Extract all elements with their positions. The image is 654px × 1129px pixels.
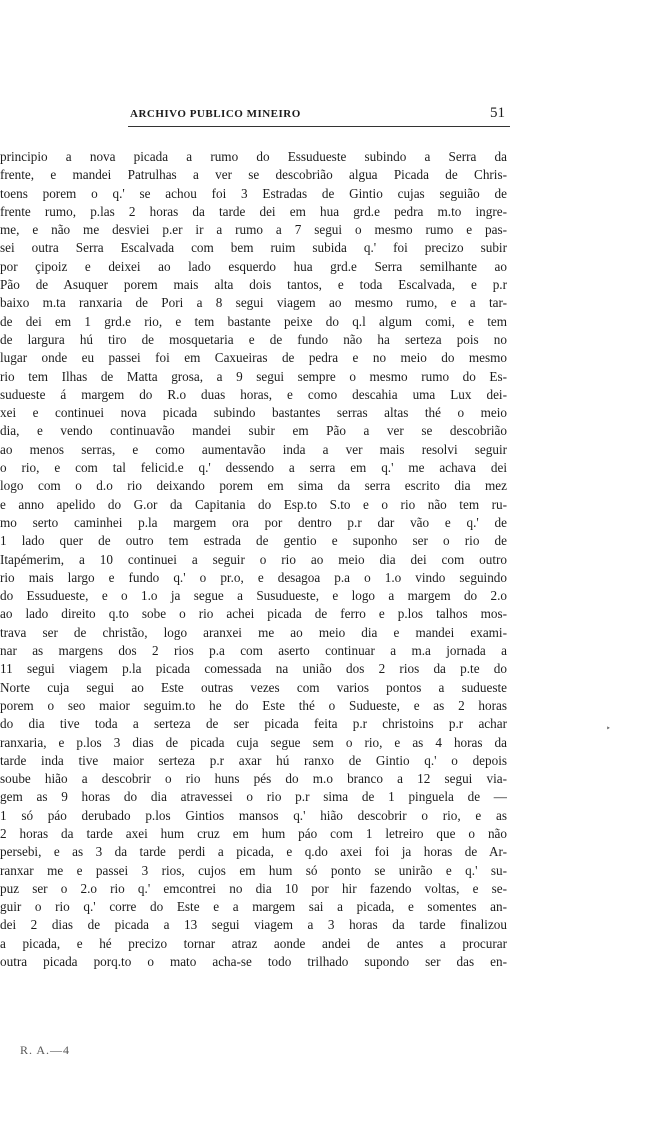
text-line: principio a nova picada a rumo do Essudueste subindo a Serra da	[0, 149, 507, 164]
text-line: toens porem o q.' se achou foi 3 Estradas de Gintio cujas seguião de	[0, 185, 507, 201]
text-line: outra picada porq.to o mato acha-se todo trilhado supondo ser das en-	[0, 954, 507, 970]
text-line: sei outra Serra Escalvada com bem ruim subida q.' foi precizo subir	[0, 240, 507, 256]
text-line: me, e não me desviei p.er ir a rumo a 7 segui o mesmo rumo e pas-	[0, 222, 507, 238]
text-line: logo com o d.o rio deixando porem em sima da serra escrito dia mez	[0, 478, 507, 494]
page-number: 51	[490, 105, 505, 121]
text-line: frente rumo, p.las 2 horas da tarde dei em hua grd.e pedra m.to ingre-	[0, 203, 507, 219]
printer-signature: R. A.—4	[20, 1043, 71, 1057]
text-line: ao lado direito q.to sobe o rio achei picada de ferro e p.los talhos mos-	[0, 606, 507, 622]
text-line: de dei em 1 grd.e rio, e tem bastante peixe do q.l algum comi, e tem	[0, 313, 507, 329]
text-line: 1 só páo derubado p.los Gintios mansos q.' hião descobrir o rio, e as	[0, 807, 507, 823]
text-line: 1 lado quer de outro tem estrada de gentio e suponho ser o rio de	[0, 533, 507, 549]
text-line: ranxaria, e p.los 3 dias de picada cuja segue sem o rio, e as 4 horas da	[0, 734, 507, 750]
text-line: sudueste á margem do R.o duas horas, e como descahia uma Lux dei-	[0, 386, 507, 402]
text-line: 2 horas da tarde axei hum cruz em hum páo com 1 letreiro que o não	[0, 825, 507, 841]
text-line: a picada, e hé precizo tornar atraz aonde andei de antes a procurar	[0, 935, 507, 951]
text-line: ranxar me e passei 3 rios, cujos em hum só ponto se unirão e q.' su-	[0, 862, 507, 878]
text-line: soube hião a descobrir o rio huns pés do m.o branco a 12 segui via-	[0, 771, 507, 787]
text-line: do dia tive toda a serteza de ser picada feita p.r christoins p.r achar	[0, 716, 507, 732]
text-line: rio tem Ilhas de Matta grosa, a 9 segui sempre o mesmo rumo do Es-	[0, 368, 507, 384]
text-line: rio mais largo e fundo q.' o pr.o, e desagoa p.a o 1.o vindo seguindo	[0, 569, 507, 585]
text-line: baixo m.ta ranxaria de Pori a 8 segui viagem ao mesmo rumo, e a tar-	[0, 295, 507, 311]
text-line: puz ser o 2.o rio q.' emcontrei no dia 10 por hir fazendo voltas, e se-	[0, 880, 507, 896]
text-line: 11 segui viagem p.la picada comessada na união dos 2 rios da p.te do	[0, 661, 507, 677]
text-line: de largura hú tiro de mosquetaria e de fundo não ha serteza pois no	[0, 331, 507, 347]
text-line: por çipoiz e deixei ao lado esquerdo hua grd.e Serra semilhante ao	[0, 258, 507, 274]
text-line: xei e continuei nova picada subindo bastantes serras altas thé o meio	[0, 405, 507, 421]
text-line: lugar onde eu passei foi em Caxueiras de pedra e no meio do mesmo	[0, 350, 507, 366]
text-line: frente, e mandei Patrulhas a ver se descobrião algua Picada de Chris-	[0, 167, 507, 183]
text-line: guir o rio q.' corre do Este e a margem sai a picada, e somentes an-	[0, 899, 507, 915]
text-line: o rio, e com tal felicid.e q.' dessendo a serra em q.' me achava dei	[0, 460, 507, 476]
text-line: dia, e vendo continuavão mandei subir em Pão a ver se descobrião	[0, 423, 507, 439]
text-line: ao menos serras, e como aumentavão inda a ver mais resolvi seguir	[0, 441, 507, 457]
text-line: mo serto caminhei p.la margem ora por dentro p.r dar vão e q.' de	[0, 514, 507, 530]
body-text	[0, 148, 507, 971]
text-line: Itapémerim, a 10 continuei a seguir o rio ao meio dia dei com outro	[0, 551, 507, 567]
text-line: do Essudueste, e o 1.o ja segue a Susudueste, e logo a margem do 2.o	[0, 588, 507, 604]
margin-mark: ‣	[606, 724, 611, 733]
text-line: e anno apelido do G.or da Capitania do Esp.to S.to e o rio não tem ru-	[0, 496, 507, 512]
text-line: dei 2 dias de picada a 13 segui viagem a 3 horas da tarde finalizou	[0, 917, 507, 933]
text-line: tarde inda tive maior serteza p.r axar hú ranxo de Gintio q.' o depois	[0, 752, 507, 768]
text-line: Pão de Asuquer porem mais alta dois tantos, e toda Escalvada, e p.r	[0, 277, 507, 293]
running-title: ARCHIVO PUBLICO MINEIRO	[130, 108, 301, 120]
text-line: nar as margens dos 2 rios p.a com aserto continuar a m.a jornada a	[0, 643, 507, 659]
text-line: trava ser de christão, logo aranxei me ao meio dia e mandei exami-	[0, 624, 507, 640]
text-line: porem o seo maior seguim.to he do Este thé o Sudueste, e as 2 horas	[0, 697, 507, 713]
text-line: gem as 9 horas do dia atravessei o rio p.r sima de 1 pinguela de —	[0, 789, 507, 805]
text-line: persebi, e as 3 da tarde perdi a picada, e q.do axei foi ja horas de Ar-	[0, 844, 507, 860]
header-rule	[128, 126, 510, 127]
text-line: Norte cuja segui ao Este outras vezes com varios pontos a sudueste	[0, 679, 507, 695]
